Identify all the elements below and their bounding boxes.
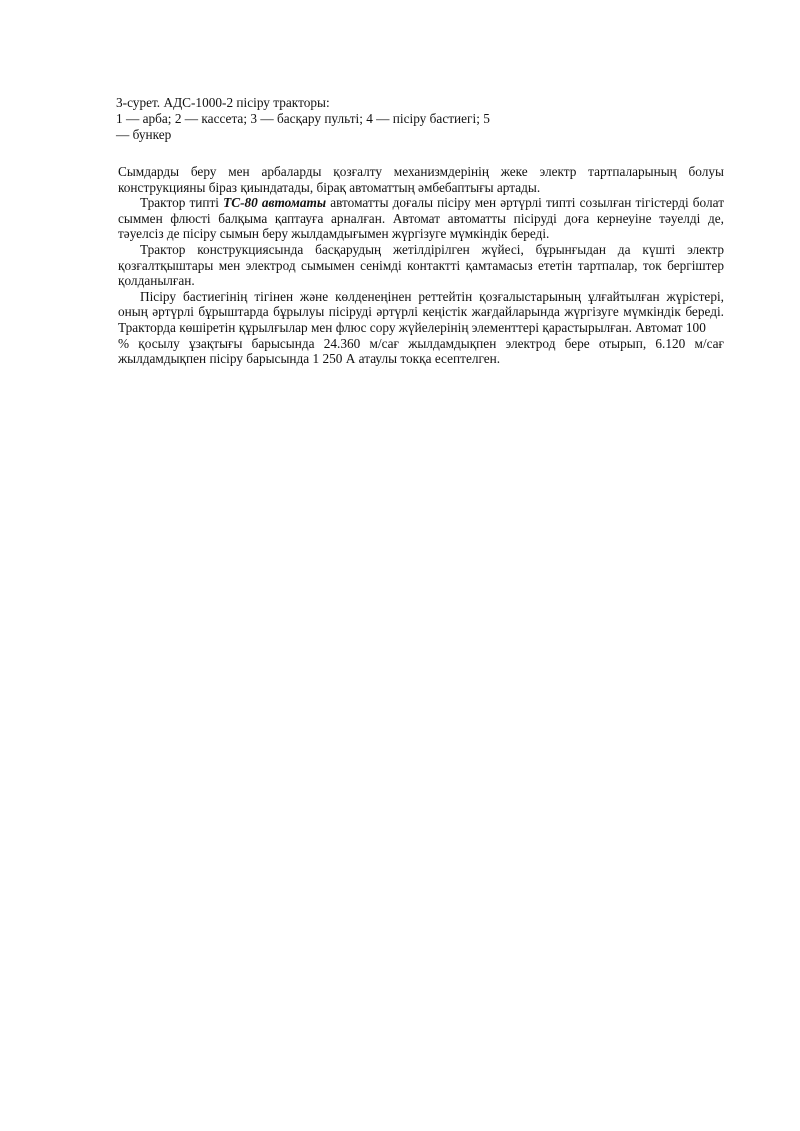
paragraph: Пісіру бастиегінің тігінен және көлденеңінен реттейтін қозғалыстарының ұлғайтылған жүрістері, оның әртүрлі бұрыштарда бұрылуы пісіруді әртүрлі кеңістік жағдайларында жүргізуге мүмкіндік береді. Тракторда көшіретін құрылғылар мен флюс сору жүйелерінің элементтері қарастырылған. Автомат 100 xyxy=(118,288,724,335)
emphasized-term: ТС-80 автоматы xyxy=(223,195,327,211)
caption-legend-line: — бункер xyxy=(116,127,172,142)
caption-title: 3-сурет. АДС-1000-2 пісіру тракторы: xyxy=(116,95,330,110)
body-text xyxy=(118,164,724,367)
paragraph xyxy=(118,195,724,242)
figure-caption xyxy=(116,95,736,143)
caption-legend-line: 1 — арба; 2 — кассета; 3 — басқару пульті; 4 — пісіру бастиегі; 5 xyxy=(116,111,490,126)
paragraph: Сымдарды беру мен арбаларды қозғалту механизмдерінің жеке электр тартпаларының болуы конструкцияны біраз қиындатады, бірақ автоматтың әмбебаптығы артады. xyxy=(118,164,724,195)
paragraph: Трактор конструкциясында басқарудың жетілдірілген жүйесі, бұрынғыдан да күшті электр қозғалтқыштары мен электрод сымымен сенімді контактті қамтамасыз ететін тартпалар, ток бергіштер қолданылған. xyxy=(118,241,724,289)
paragraph-text: Трактор типті xyxy=(140,195,224,211)
paragraph: % қосылу ұзақтығы барысында 24.360 м/сағ жылдамдықпен электрод бере отырып, 6.120 м/сағ жылдамдықпен пісіру барысында 1 250 А атаулы токқа есептелген. xyxy=(118,335,724,367)
paragraph-text: автоматты доғалы пісіру мен әртүрлі типті созылған тігістерді болат сыммен флюсті балқыма қаптауға арналған. Автомат автоматты пісіруді доға кернеуіне тәуелді де, тәуелсіз де пісіру сымын беру жылдамдығымен жүргізуге мүмкіндік береді. xyxy=(118,195,725,242)
